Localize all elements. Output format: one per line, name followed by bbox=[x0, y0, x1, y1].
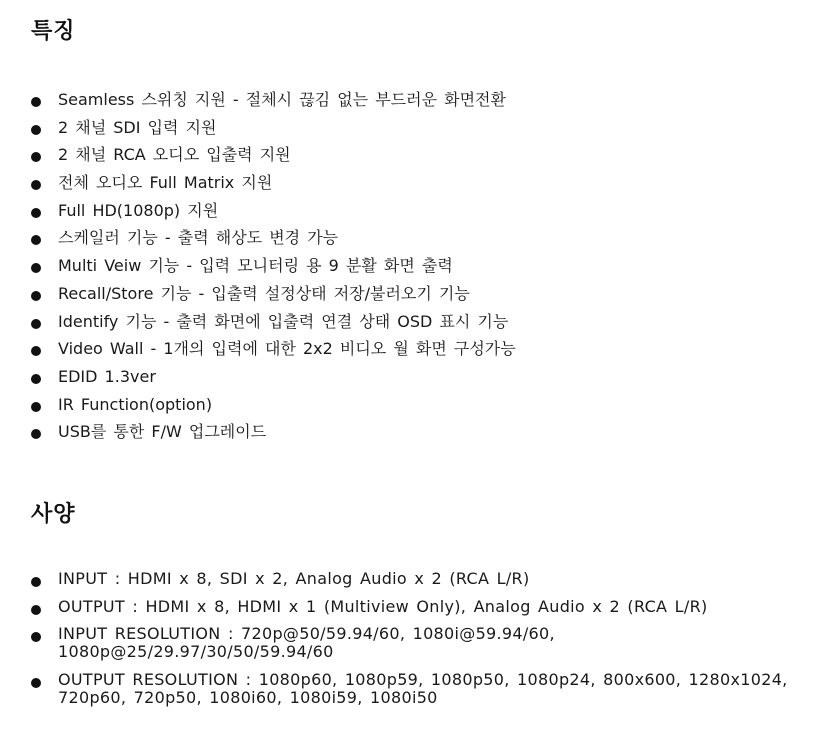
bullet-dot-icon bbox=[31, 235, 41, 245]
specs-list bbox=[0, 570, 793, 716]
bullet-dot-icon bbox=[31, 97, 41, 107]
list-item bbox=[0, 420, 516, 448]
bullet-dot-icon bbox=[31, 152, 41, 162]
list-item bbox=[0, 226, 516, 254]
bullet-dot-icon bbox=[31, 346, 41, 356]
list-item bbox=[0, 254, 516, 282]
bullet-dot-icon bbox=[31, 180, 41, 190]
feature-text: Identify 기능 - 출력 화면에 입출력 연결 상태 OSD 표시 기능 bbox=[58, 311, 509, 331]
bullet-dot-icon bbox=[31, 291, 41, 301]
feature-text: Video Wall - 1개의 입력에 대한 2x2 비디오 월 화면 구성가능 bbox=[58, 339, 516, 359]
bullet-dot-icon bbox=[31, 577, 41, 587]
list-item bbox=[0, 337, 516, 365]
list-item bbox=[0, 88, 516, 116]
bullet-dot-icon bbox=[31, 319, 41, 329]
feature-text: EDID 1.3ver bbox=[58, 366, 156, 386]
bullet-dot-icon bbox=[31, 605, 41, 615]
feature-text: Multi Veiw 기능 - 입력 모니터링 용 9 분활 화면 출력 bbox=[58, 256, 453, 276]
list-item bbox=[0, 143, 516, 171]
list-item bbox=[0, 671, 793, 707]
bullet-dot-icon bbox=[31, 125, 41, 135]
feature-text: USB를 통한 F/W 업그레이드 bbox=[58, 422, 267, 442]
bullet-dot-icon bbox=[31, 429, 41, 439]
spec-output-text: OUTPUT : HDMI x 8, HDMI x 1 (Multiview Only), Analog Audio x 2 (RCA L/R) bbox=[58, 596, 708, 616]
bullet-dot-icon bbox=[31, 263, 41, 273]
list-item bbox=[0, 199, 516, 227]
feature-text: Seamless 스위칭 지원 - 절체시 끊김 없는 부드러운 화면전환 bbox=[58, 90, 506, 109]
spec-output-resolution-text: OUTPUT RESOLUTION : 1080p60, 1080p59, 1080p50, 1080p24, 800x600, 1280x1024, 720p60, 720p50, 1080i60, 1080i59, 1080i50 bbox=[58, 669, 788, 707]
feature-text: 스케일러 기능 - 출력 해상도 변경 가능 bbox=[58, 228, 339, 248]
feature-text: 2 채널 SDI 입력 지원 bbox=[58, 117, 217, 137]
spec-input-text: INPUT : HDMI x 8, SDI x 2, Analog Audio x 2 (RCA L/R) bbox=[58, 569, 530, 588]
specs-heading: 사양 bbox=[31, 502, 76, 527]
feature-text: 2 채널 RCA 오디오 입출력 지원 bbox=[58, 145, 291, 165]
list-item bbox=[0, 625, 793, 661]
bullet-dot-icon bbox=[31, 678, 41, 688]
bullet-dot-icon bbox=[31, 208, 41, 218]
list-item bbox=[0, 393, 516, 421]
features-list bbox=[0, 88, 516, 448]
feature-text: Recall/Store 기능 - 입출력 설정상태 저장/불러오기 기능 bbox=[58, 283, 470, 303]
bullet-dot-icon bbox=[31, 374, 41, 384]
feature-text: 전체 오디오 Full Matrix 지원 bbox=[58, 173, 273, 193]
feature-text: Full HD(1080p) 지원 bbox=[58, 200, 219, 220]
feature-text: IR Function(option) bbox=[58, 394, 213, 414]
list-item bbox=[0, 282, 516, 310]
list-item bbox=[0, 365, 516, 393]
features-heading: 특징 bbox=[31, 19, 76, 44]
bullet-dot-icon bbox=[31, 402, 41, 412]
list-item bbox=[0, 171, 516, 199]
list-item bbox=[0, 310, 516, 338]
bullet-dot-icon bbox=[31, 632, 41, 642]
list-item bbox=[0, 570, 793, 588]
spec-input-resolution-text: INPUT RESOLUTION : 720p@50/59.94/60, 1080i@59.94/60, 1080p@25/29.97/30/50/59.94/60 bbox=[58, 624, 555, 661]
list-item bbox=[0, 598, 793, 616]
list-item bbox=[0, 116, 516, 144]
